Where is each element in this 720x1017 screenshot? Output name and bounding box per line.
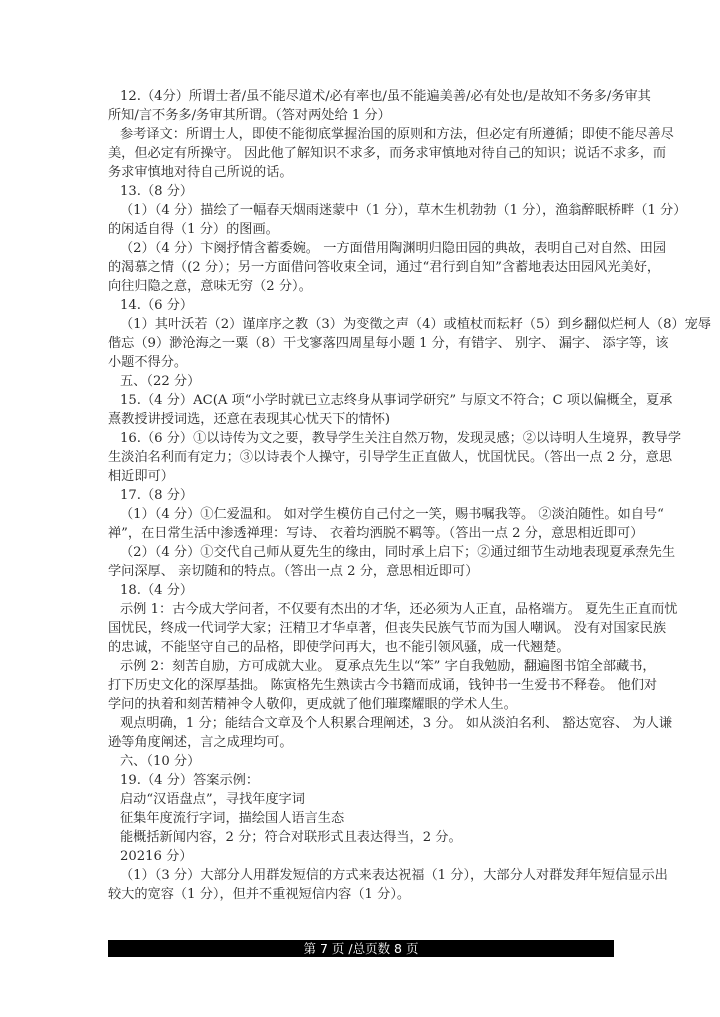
text-line: 12.（4分）所谓士者/虽不能尽道术/必有率也/虽不能遍美善/必有处也/是故知不务多/务审其 — [120, 89, 651, 104]
text-line: 务求审慎地对待自己所说的话。 — [108, 165, 293, 180]
text-line: 18.（4 分） — [120, 583, 194, 598]
text-line: 熹教授讲授词选，还意在表现其心忧天下的情怀) — [108, 412, 391, 427]
text-line: 14.（6 分） — [120, 298, 194, 313]
text-line: （1）（4 分）①仁爱温和。 如对学生模仿自己付之一笑，赐书嘱我等。 ②淡泊随性。如自号“ — [120, 507, 664, 522]
text-line: （2）（4 分）①交代自己师从夏先生的缘由，同时承上启下；②通过细节生动地表现夏承焘先生 — [120, 545, 676, 560]
text-line: 六、（10 分） — [120, 754, 201, 769]
text-line: 15.（4 分）AC(A 项“小学时就已立志终身从事词学研究” 与原文不符合；C 项以偏概全，夏承 — [120, 393, 673, 408]
text-line: 示例 2：刻苦自励，方可成就大业。 夏承点先生以“笨” 字自我勉励，翻遍图书馆全部藏书， — [120, 659, 656, 674]
text-line: 观点明确，1 分；能结合文章及个人积累合理阐述，3 分。 如从淡泊名利、 豁达宽容、 为人谦 — [120, 716, 673, 731]
text-line: 的渴慕之情（(2 分）；另一方面借问答收束全词，通过“君行到自知”含蓄地表达田园风光美好， — [108, 260, 661, 275]
text-line: 示例 1：古今成大学问者，不仅要有杰出的才华，还必须为人正直，品格端方。 夏先生正直而忧 — [120, 602, 678, 617]
text-line: 较大的宽容（1 分），但并不重视短信内容（1 分）。 — [108, 887, 411, 902]
text-line: 参考译文：所谓士人，即使不能彻底掌握治国的原则和方法，但必定有所遵循；即使不能尽善尽 — [120, 127, 674, 142]
text-line: 逊等角度阐述，言之成理均可。 — [108, 735, 293, 750]
text-line: 征集年度流行字词，描绘国人语言生态 — [120, 811, 345, 826]
page-number: 第 7 页 /总页数 8 页 — [303, 941, 419, 956]
text-line: （2）（4 分）卞阕抒情含蓄委婉。 一方面借用陶渊明归隐田园的典故，表明自己对自然、田园 — [120, 241, 667, 256]
text-line: 生淡泊名利而有定力；③以诗表个人操守，引导学生正直做人，忧国忧民。（答出一点 2 分，意思 — [108, 450, 673, 465]
text-line: 13.（8 分） — [120, 184, 194, 199]
page-footer — [108, 940, 614, 957]
text-line: 学问的执着和刻苦精神令人敬仰，更成就了他们璀璨耀眼的学术人生。 — [108, 697, 517, 712]
text-line: 20216 分） — [120, 849, 193, 864]
text-line: 学问深厚、 亲切随和的特点。（答出一点 2 分，意思相近即可） — [108, 564, 479, 579]
text-line: 19.（4 分）答案示例： — [120, 773, 260, 788]
text-line: 相近即可） — [108, 469, 174, 484]
text-line: 的闲适自得（1 分）的图画。 — [108, 222, 279, 237]
text-line: 五、（22 分） — [120, 374, 201, 389]
text-line: 17.（8 分） — [120, 488, 194, 503]
text-line: （1）（3 分）大部分人用群发短信的方式来表达祝福（1 分），大部分人对群发拜年短信显示出 — [120, 868, 668, 883]
text-line: 16.（6 分）①以诗传为文之要，教导学生关注自然万物，发现灵感；②以诗明人生境界，教导学 — [120, 431, 682, 446]
text-line: 所知/言不务多/务审其所谓。（答对两处给 1 分） — [108, 108, 391, 123]
text-line: 美，但必定有所操守。 因此他了解知识不求多，而务求审慎地对待自己的知识；说话不求多，而 — [108, 146, 667, 161]
text-line: 启动“汉语盘点”，寻找年度字词 — [120, 792, 305, 807]
text-line: 偕忘（9）渺沧海之一粟（8）干戈寥落四周星每小题 1 分，有错字、 别字、 漏字、 添字等，该 — [108, 336, 669, 351]
text-line: 禅”，在日常生活中渗透禅理：写诗、 衣着均洒脱不羁等。（答出一点 2 分，意思相近即可） — [108, 526, 644, 541]
text-line: 小题不得分。 — [108, 355, 188, 370]
text-line: 向往归隐之意，意味无穷（2 分）。 — [108, 279, 312, 294]
text-line: 的忠诚，不能坚守自己的品格，即使学问再大，也不能引领风骚，成一代翘楚。 — [108, 640, 570, 655]
text-line: 打下历史文化的深厚基拙。 陈寅格先生熟读古今书籍而成诵，钱钟书一生爱书不释卷。 他们对 — [108, 678, 658, 693]
answer-key-body — [108, 87, 712, 904]
text-line: （1）其叶沃若（2）谨庠序之教（3）为变徵之声（4）或植杖而耘耔（5）到乡翻似烂柯人（8）宠辱 — [120, 317, 712, 332]
text-line: 能概括新闻内容，2 分；符合对联形式且表达得当，2 分。 — [120, 830, 462, 845]
text-line: （1）（4 分）描绘了一幅春天烟雨迷蒙中（1 分），草木生机勃勃（1 分），渔翁醉眠桥畔（1 分） — [120, 203, 687, 218]
text-line: 国忧民，终成一代词学大家；汪精卫才华卓著，但丧失民族气节而为国人嘲讽。 没有对国家民族 — [108, 621, 667, 636]
